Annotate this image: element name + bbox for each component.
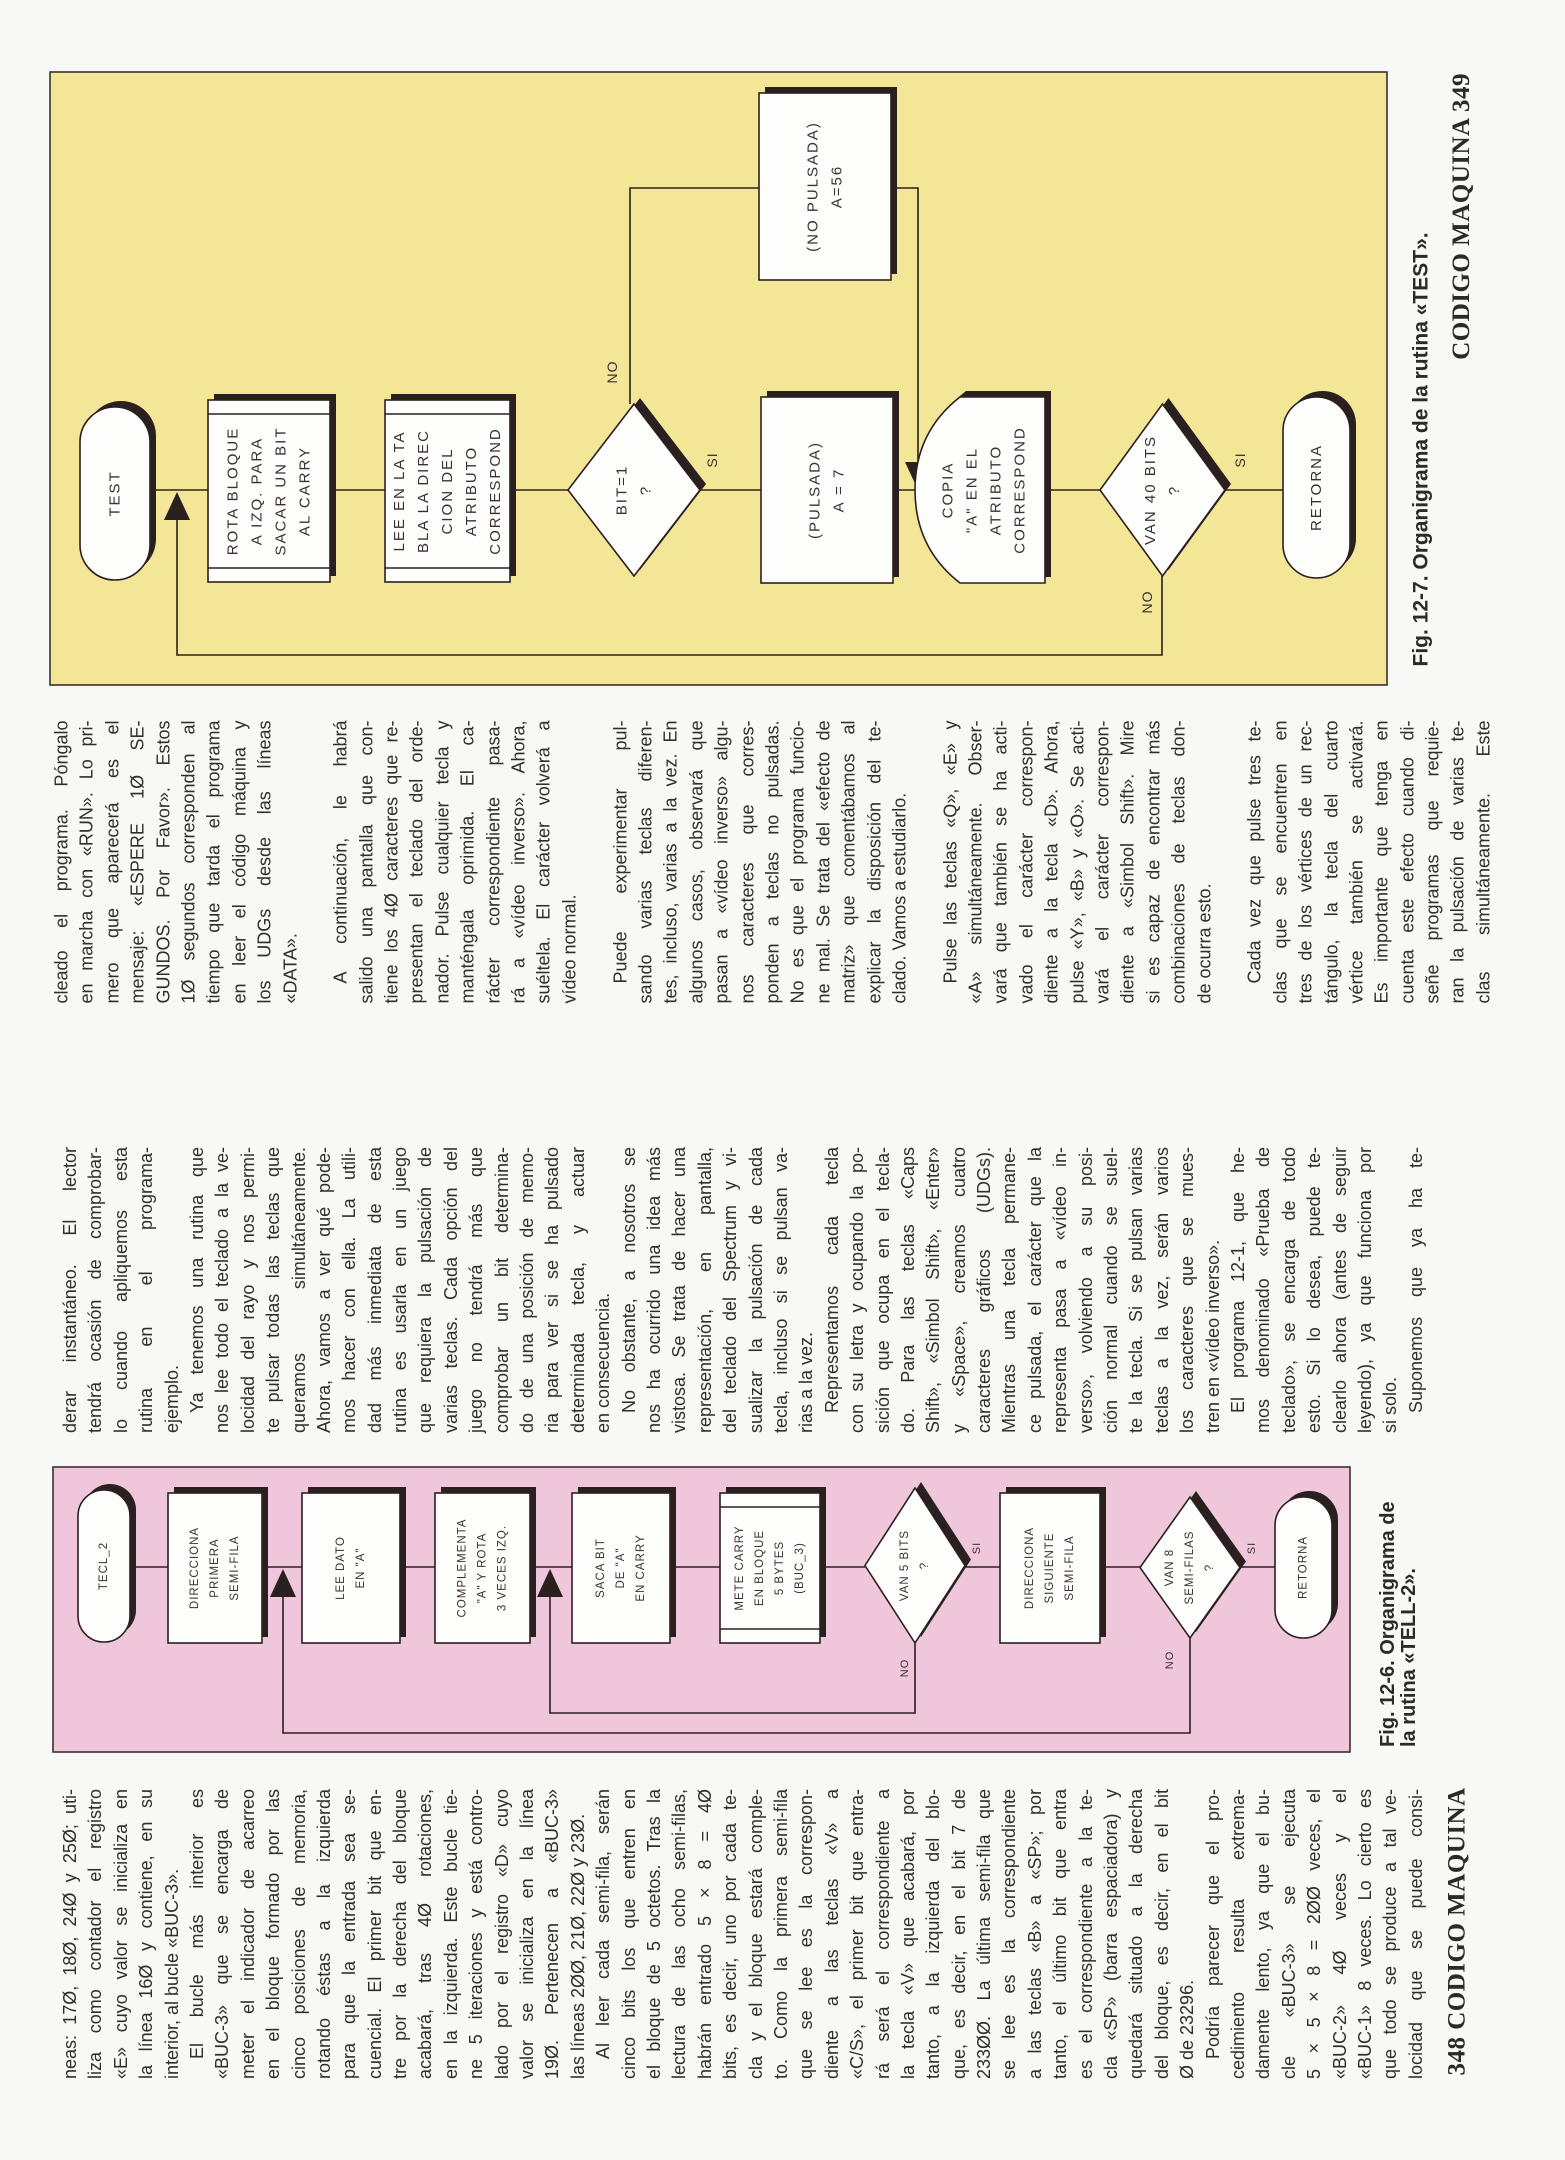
text-line: liza como contador el registro (85, 1789, 106, 2079)
start-terminal-test (80, 401, 156, 580)
text-line: 19Ø. Pertenecen a «BUC-3» (542, 1789, 563, 2079)
branch-label: NO (1139, 590, 1155, 614)
text-line: ria para ver si se ha pulsado (542, 1147, 563, 1433)
process-saca-bit (572, 1487, 676, 1643)
node-label: ATRIBUTO (987, 444, 1005, 536)
node-label: RETORNA (1297, 1535, 1310, 1600)
process-lee-tabla (385, 394, 516, 582)
text-line: nos caracteres que corres- (737, 720, 758, 1004)
text-line: lo cuando apliquemos esta (110, 1147, 131, 1433)
node-label: TEST (106, 470, 124, 517)
text-line: vistosa. Se trata de hacer una (669, 1147, 690, 1433)
text-line: te pulsar todas las teclas que (263, 1147, 284, 1433)
end-terminal-retorna (1283, 391, 1356, 578)
text-line: mos hacer con ella. La utili- (339, 1147, 360, 1433)
node-label: SEMI-FILA (1064, 1535, 1076, 1601)
node-label: ? (919, 1561, 931, 1570)
text-line: la línea 16Ø y contiene, en su (136, 1789, 157, 2079)
text-line: interior, al bucle «BUC-3». (161, 1868, 182, 2079)
node-label: A=56 (828, 164, 846, 209)
text-line: 5 × 5 × 8 = 2ØØ veces, el (1304, 1789, 1325, 2079)
shape-outline (761, 397, 893, 583)
text-line: sición que ocupa en el tecla- (872, 1147, 893, 1433)
text-line: teclas a la vez, serán varios (1151, 1147, 1172, 1433)
text-line: pasan a «vídeo inverso» algu- (711, 720, 732, 1004)
text-line: en leer el código máquina y (229, 720, 250, 1004)
shape-outline (302, 1493, 400, 1643)
text-line: dad más inmediata de esta (364, 1147, 385, 1433)
text-line: tángulo, la tecla del cuarto (1321, 720, 1342, 1004)
node-label: AL CARRY (296, 445, 314, 537)
text-line: cedimiento resulta extrema- (1227, 1789, 1248, 2079)
text-line: en la izquierda. Este bucle tie- (440, 1789, 461, 2079)
node-label: "A" Y ROTA (476, 1532, 489, 1604)
text-line: lectura de las ocho semi-filas, (669, 1789, 690, 2079)
text-line: leyendo), ya que funciona por (1354, 1147, 1375, 1433)
text-line: para que la entrada sea se- (339, 1789, 360, 2079)
node-label: EN "A" (355, 1547, 367, 1589)
text-line: No obstante, a nosotros se (618, 1147, 639, 1413)
text-line: ejemplo. (161, 1364, 182, 1433)
text-line: sualizar la pulsación de cada (745, 1147, 766, 1433)
text-line: quedará situado a la derecha (1126, 1789, 1147, 2079)
text-line: rias a la vez. (796, 1331, 817, 1433)
node-label: METE CARRY (734, 1525, 746, 1611)
text-line: tiempo que tarda el programa (203, 720, 224, 1004)
node-label: CION DEL (439, 447, 456, 535)
text-line: Ø de 23296. (1177, 1979, 1198, 2079)
process-no-pulsada (759, 87, 897, 280)
text-line: con su letra y ocupando la po- (847, 1147, 868, 1433)
text-line: Representamos cada tecla (821, 1147, 842, 1413)
text-line: A continuación, le habrá (330, 720, 351, 984)
text-line: ne 5 iteraciones y está contro- (466, 1789, 487, 2079)
node-label: ? (1166, 484, 1183, 496)
text-line: valor se inicializa en la línea (517, 1789, 538, 2079)
text-line: algunos casos, observará que (686, 720, 707, 1004)
text-line: cla «SP» (barra espaciadora) y (1101, 1789, 1122, 2079)
text-line: queramos simultáneamente. (288, 1147, 309, 1433)
text-line: en marcha con «RUN». Lo pri- (76, 720, 97, 1004)
text-line: te la tecla. Si se pulsan varias (1126, 1147, 1147, 1433)
caption-line: Fig. 12-6. Organigrama de (1377, 1501, 1399, 1747)
text-line: vértice también se activará. (1346, 720, 1367, 1004)
text-line: 233ØØ. La última semi-fila que (974, 1789, 995, 2079)
text-line: clearlo ahora (antes de seguir (1329, 1147, 1350, 1433)
text-line: rá será el correspondiente a (872, 1789, 893, 2079)
text-line: matriz» que comentábamos al (838, 720, 859, 1004)
node-label: TECL_2 (98, 1541, 110, 1591)
text-line: nador. Pulse cualquier tecla y (432, 720, 453, 1004)
text-line: presentan el teclado del orde- (406, 720, 427, 1004)
text-line: ran la pulsación de varias te- (1447, 720, 1468, 1004)
branch-label: NO (604, 360, 620, 384)
text-line: tanto, a la izquierda del blo- (923, 1789, 944, 2079)
node-label: DE "A" (615, 1547, 627, 1589)
text-line: Mientras una tecla permane- (999, 1147, 1020, 1433)
node-label: COMPLEMENTA (456, 1518, 469, 1618)
text-line: comprobar un bit determina- (491, 1147, 512, 1433)
text-line: del bloque, es decir, en el bit (1151, 1789, 1172, 2079)
text-line: rácter correspondiente pasa- (483, 720, 504, 1004)
text-line: combinaciones de teclas don- (1168, 720, 1189, 1004)
node-label: 5 BYTES (774, 1540, 786, 1596)
text-line: Es importante que tenga en (1371, 720, 1392, 1004)
text-line: Ahora, vamos a ver qué pode- (313, 1147, 334, 1433)
process-direcciona-siguiente (1000, 1487, 1106, 1643)
branch-label: SI (704, 452, 720, 468)
node-label: (NO PULSADA) (804, 121, 822, 252)
text-line: Puede experimentar pul- (610, 720, 631, 984)
text-line: representación, en pantalla, (694, 1147, 715, 1433)
node-label: VAN 40 BITS (1142, 434, 1159, 546)
text-line: en el bloque formado por las (263, 1789, 284, 2079)
shape-outline (759, 93, 891, 280)
text-line: rutina es usarla en un juego (390, 1147, 411, 1433)
text-line: verso», volviendo a su posi- (1075, 1147, 1096, 1433)
text-line: suéltela. El carácter volverá a (533, 720, 554, 1004)
text-line: Shift», «Simbol Shift», «Enter» (923, 1147, 944, 1433)
text-line: a las teclas «B» a «SP»; por (1024, 1789, 1045, 2079)
text-line: mensaje: «ESPERE 1Ø SE- (127, 720, 148, 1004)
text-line: cinco posiciones de memoria, (288, 1789, 309, 2079)
text-line: cuencial. El primer bit que en- (364, 1789, 385, 2079)
node-label: COPIA (939, 461, 957, 519)
text-line: es el correspondiente a la te- (1075, 1789, 1096, 2079)
text-line: diente a la tecla «D». Ahora, (1041, 720, 1062, 1004)
node-label: ROTA BLOQUE (224, 426, 242, 556)
text-line: si solo. (1380, 1376, 1401, 1433)
figure-12-7-caption: Fig. 12-7. Organigrama de la rutina «TEST». (1409, 232, 1433, 667)
text-line: si es capaz de encontrar más (1143, 720, 1164, 1004)
text-line: en consecuencia. (593, 1292, 614, 1433)
node-label: SACAR UN BIT (272, 426, 290, 556)
text-line: tendrá ocasión de comprobar- (85, 1147, 106, 1433)
start-terminal-tecl2 (78, 1484, 136, 1642)
text-line: y «Space», creamos cuatro (948, 1147, 969, 1433)
text-line: damente lento, ya que el bu- (1253, 1789, 1274, 2079)
text-line: que se lee es la correspon- (796, 1789, 817, 2079)
text-line: Cada vez que pulse tres te- (1244, 720, 1265, 984)
node-label: SIGUIENTE (1044, 1532, 1056, 1604)
node-label: CORRESPOND (487, 427, 504, 555)
text-line: «E» cuyo valor se inicializa en (110, 1789, 131, 2079)
text-line: representa pasa a «vídeo in- (1050, 1147, 1071, 1433)
text-line: ce pulsada, el carácter que la (1024, 1147, 1045, 1433)
text-line: ne mal. Se trata del «efecto de (813, 720, 834, 1004)
text-line: las líneas 2ØØ, 21Ø, 22Ø y 23Ø. (567, 1813, 588, 2079)
node-label: VAN 8 (1164, 1548, 1176, 1587)
node-label: PRIMERA (209, 1538, 221, 1598)
text-line: tes, incluso, varias a la vez. En (660, 720, 681, 1004)
text-line: Al leer cada semi-fila, serán (593, 1789, 614, 2059)
text-line: se lee es la correspondiente (999, 1789, 1020, 2079)
text-line: rotando éstas a la izquierda (313, 1789, 334, 2079)
text-line: que requiera la pulsación de (415, 1147, 436, 1433)
text-line: la tecla «V» que acabará, por (897, 1789, 918, 2079)
text-line: to. Como la primera semi-fila (770, 1789, 791, 2079)
text-line: «A» simultáneamente. Obser- (965, 720, 986, 1004)
text-line: «BUC-3» que se encarga de (212, 1789, 233, 2079)
text-line: rutina en el programa- (136, 1147, 157, 1433)
process-rota-bloque (208, 394, 336, 582)
node-label: RETORNA (1308, 443, 1325, 532)
node-label: SEMI-FILAS (1184, 1530, 1196, 1605)
text-line: vídeo normal. (559, 894, 580, 1004)
text-line: GUNDOS. Por Favor». Estos (153, 720, 174, 1004)
node-label: A IZQ. PARA (248, 436, 266, 546)
process-complementa (435, 1487, 536, 1643)
text-line: cuenta este efecto cuando di- (1397, 720, 1418, 1004)
text-line: manténgala oprimida. El ca- (457, 720, 478, 1004)
text-line: clas que se encuentren en (1270, 720, 1291, 1004)
text-line: Suponemos que ya ha te- (1405, 1147, 1426, 1413)
text-line: rá a «vídeo inverso». Ahora, (508, 720, 529, 1004)
text-line: 1Ø segundos corresponden al (178, 720, 199, 1004)
node-label: EN BLOQUE (754, 1529, 766, 1607)
text-line: habrán entrado 5 × 8 = 4Ø (694, 1789, 715, 2079)
node-label: BLA LA DIREC (415, 428, 432, 554)
text-line: ción normal cuando se suel- (1101, 1147, 1122, 1433)
end-terminal-retorna (1275, 1491, 1338, 1638)
text-line: acabará, tras 4Ø rotaciones, (415, 1789, 436, 2079)
text-line: tecla, incluso si se pulsan va- (770, 1147, 791, 1433)
process-lee-dato (302, 1487, 406, 1643)
node-label: CORRESPOND (1011, 426, 1029, 554)
text-line: nos ha ocurrido una idea más (643, 1147, 664, 1433)
branch-label: SI (971, 1541, 983, 1555)
text-line: El programa 12-1, que he- (1227, 1147, 1248, 1413)
node-label: A = 7 (830, 467, 848, 513)
text-line: sando varias teclas diferen- (635, 720, 656, 1004)
text-line: tiene los 4Ø caracteres que re- (381, 720, 402, 1004)
text-line: determinada tecla, y actuar (567, 1147, 588, 1433)
text-line: que, es decir, en el bit 7 de (948, 1789, 969, 2079)
branch-label: SI (1232, 452, 1248, 468)
caption-line: la rutina «TELL-2». (1398, 1568, 1420, 1747)
node-label: LEE EN LA TA (391, 430, 408, 552)
text-line: mero que aparecerá es el (102, 720, 123, 1004)
text-line: «BUC-2» 4Ø veces y el (1329, 1789, 1350, 2079)
text-line: ponden a teclas no pulsadas. (762, 720, 783, 1004)
text-line: Podría parecer que el pro- (1202, 1789, 1223, 2059)
text-line: vará que también se ha acti- (990, 720, 1011, 1004)
text-line: del teclado del Spectrum y vi- (720, 1147, 741, 1433)
text-line: clado. Vamos a estudiarlo. (889, 792, 910, 1004)
node-label: LEE DATO (335, 1536, 347, 1600)
text-line: tres de los vértices de un rec- (1295, 720, 1316, 1004)
text-line: tren en «vídeo inverso». (1202, 1239, 1223, 1433)
text-line: «C/S», el primer bit que entra- (847, 1789, 868, 2079)
text-line: clas simultáneamente. Este (1473, 720, 1494, 1004)
process-pulsada (761, 391, 899, 583)
page-348-footer: 348 CODIGO MAQUINA (1443, 1787, 1471, 2076)
text-line: Pulse las teclas «Q», «E» y (940, 720, 961, 984)
node-label: ? (1204, 1563, 1216, 1572)
text-line: cla y el bloque estará comple- (745, 1789, 766, 2079)
text-line: tre por la derecha del bloque (390, 1789, 411, 2079)
text-line: diente a las teclas «V» a (821, 1789, 842, 2079)
text-line: locidad que se puede consi- (1405, 1789, 1426, 2079)
text-line: locidad del rayo y nos permi- (237, 1147, 258, 1433)
text-line: vado el carácter correspon- (1016, 720, 1037, 1004)
figure-12-7-panel (50, 72, 1387, 685)
text-line: derar instantáneo. El lector (60, 1147, 80, 1433)
branch-label: NO (1164, 1650, 1176, 1670)
node-label: SACA BIT (595, 1538, 607, 1598)
node-label: ? (637, 484, 655, 496)
text-line: nos lee todo el teclado a la ve- (212, 1147, 233, 1433)
text-line: lado por el registro «D» cuyo (491, 1789, 512, 2079)
process-direcciona-primera (168, 1487, 268, 1643)
page-349-footer: CODIGO MAQUINA 349 (1448, 73, 1475, 360)
node-label: BIT=1 (613, 464, 631, 516)
node-label: (BUC_3) (794, 1542, 806, 1594)
branch-label: SI (1246, 1541, 1258, 1555)
text-line: tanto, el último bit que entra (1050, 1789, 1071, 2079)
text-line: explicar la disposición del te- (864, 720, 884, 1004)
branch-label: NO (899, 1658, 911, 1678)
text-line: Ya tenemos una rutina que (186, 1147, 207, 1413)
node-label: 3 VECES IZQ. (496, 1524, 509, 1612)
text-line: varias teclas. Cada opción del (440, 1147, 461, 1433)
text-line: meter el indicador de acarreo (237, 1789, 258, 2079)
text-line: los caracteres que se mues- (1177, 1147, 1198, 1433)
text-line: vará el carácter correspon- (1092, 720, 1113, 1004)
node-label: EN CARRY (635, 1534, 647, 1602)
text-line: cinco bits los que entren en (618, 1789, 639, 2079)
text-line: señe programas que requie- (1422, 720, 1443, 1004)
text-line: caracteres gráficos (UDGs). (974, 1147, 995, 1433)
process-mete-carry (720, 1487, 826, 1643)
text-line: «DATA». (280, 933, 301, 1004)
text-line: do. Para las teclas «Caps (897, 1147, 918, 1433)
node-label: VAN 5 BITS (899, 1529, 911, 1602)
text-line: cle «BUC-3» se ejecuta (1278, 1789, 1299, 2079)
text-line: teclado», se encarga de todo (1278, 1147, 1299, 1433)
text-line: diente a «Simbol Shift». Mire (1117, 720, 1138, 1004)
text-line: el bloque de 5 octetos. Tras la (643, 1789, 664, 2079)
node-label: (PULSADA) (806, 440, 824, 540)
node-label: DIRECCIONA (189, 1526, 201, 1610)
text-line: que todo se produce a tal ve- (1380, 1789, 1401, 2079)
text-line: do de una posición de memo- (517, 1147, 538, 1433)
text-line: esto. Si lo desea, puede te- (1304, 1147, 1325, 1433)
text-line: «BUC-1» 8 veces. Lo cierto es (1354, 1789, 1375, 2079)
text-line: El bucle más interior es (186, 1789, 207, 2059)
text-line: No es que el programa funcio- (787, 720, 808, 1004)
text-line: los UDGs desde las líneas (254, 720, 275, 1004)
node-label: SEMI-FILA (229, 1535, 241, 1601)
text-line: cleado el programa. Póngalo (51, 720, 72, 1004)
node-label: ATRIBUTO (463, 445, 480, 537)
text-line: juego no tendrá más que (466, 1147, 487, 1433)
text-line: mos denominado «Prueba de (1253, 1147, 1274, 1433)
text-line: bits, es decir, uno por cada te- (720, 1789, 741, 2079)
text-line: neas: 17Ø, 18Ø, 24Ø y 25Ø; uti- (60, 1789, 80, 2079)
text-line: de ocurra esto. (1194, 883, 1215, 1004)
text-line: pulse «Y», «B» y «O». Se acti- (1067, 720, 1088, 1004)
text-line: salido una pantalla que con- (356, 720, 377, 1004)
node-label: DIRECCIONA (1024, 1526, 1036, 1610)
node-label: "A" EN EL (963, 446, 981, 534)
